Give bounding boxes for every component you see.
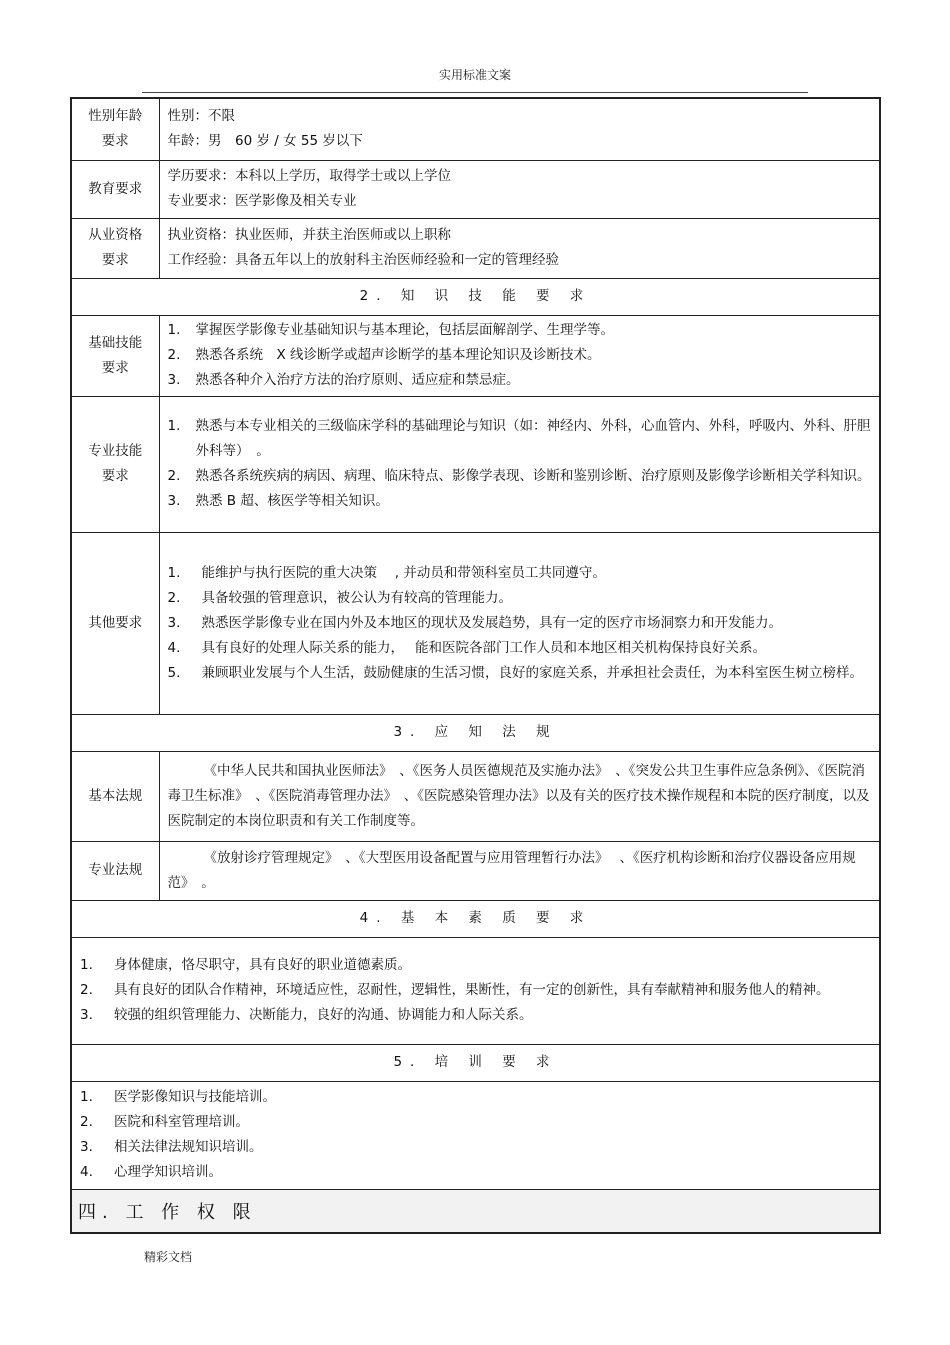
content-gender-age [159,98,880,160]
item-text: 医院和科室管理培训。 [114,1114,249,1130]
item-number: 1. [80,957,93,973]
label-line: 从业资格 [88,227,143,243]
item-text: 熟悉医学影像专业在国内外及本地区的现状及发展趋势，具有一定的医疗市场洞察力和开发能力。 [201,614,782,631]
major-text: 专业要求：医学影像及相关专业 [167,193,357,209]
list-item [168,318,872,343]
item-text: 相关法律法规知识培训。 [114,1139,263,1155]
section2-title: 2. 知 识 技 能 要 求 [71,278,880,315]
row-section4-title [71,900,880,937]
list-item [80,1003,871,1028]
item-text: 熟悉各系统疾病的病因、病理、临床特点、影像学表现、诊断和鉴别诊断、治疗原则及影像学诊断相关学科知识。 [195,468,871,484]
row-basic-skills [71,315,880,396]
row-other-requirements [71,532,880,714]
degree-text: 学历要求：本科以上学历，取得学士或以上学位 [167,168,451,184]
item-text: 掌握医学影像专业基础知识与基本理论，包括层面解剖学、生理学等。 [195,322,614,338]
requirements-table [70,97,881,1234]
row-gender-age [71,98,880,160]
section3-title: 3. 应 知 法 规 [71,714,880,751]
experience-text: 工作经验：具备五年以上的放射科主治医师经验和一定的管理经验 [167,252,559,268]
item-text: 医学影像知识与技能培训。 [114,1089,276,1105]
item-number: 2. [167,589,181,606]
label-basic-regulations: 基本法规 [71,751,159,841]
item-number: 3. [80,1139,93,1155]
item-text: 熟悉各系统 X 线诊断学或超声诊断学的基本理论知识及诊断技术。 [195,347,601,363]
item-text: 熟悉与本专业相关的三级临床学科的基础理论与知识（如：神经内、外科，心血管内、外科，呼吸内、外科、肝胆外科等） 。 [195,418,871,459]
row-work-authority [71,1189,880,1233]
item-number: 2. [80,982,93,998]
item-number: 1. [167,418,181,434]
item-text: 心理学知识培训。 [114,1164,222,1180]
label-professional-skills [71,396,159,532]
label-education: 教育要求 [71,160,159,218]
list-item [168,464,872,489]
item-text: 具有良好的团队合作精神，环境适应性，忍耐性，逻辑性，果断性，有一定的创新性，具有奉献精神和服务他人的精神。 [114,982,830,998]
label-line: 要求 [101,359,129,376]
section4-content [71,937,880,1044]
row-qualification [71,218,880,278]
item-number: 2. [80,1114,93,1130]
content-professional-regulations: 《放射诊疗管理规定》 、《大型医用设备配置与应用管理暂行办法》 、《医疗机构诊断和治疗仪器设备应用规范》 。 [159,841,880,900]
list-item [80,953,871,978]
row-professional-skills [71,396,880,532]
page-header: 实用标准文案 [438,68,511,82]
row-section3-title [71,714,880,751]
label-other-requirements: 其他要求 [71,532,159,714]
list-item [168,414,872,464]
item-text: 能维护与执行医院的重大决策 , 并动员和带领科室员工共同遵守。 [201,564,606,581]
list-item [80,1160,871,1185]
list-item [80,1135,871,1160]
item-text: 身体健康，恪尽职守，具有良好的职业道德素质。 [114,957,411,973]
header-rule [142,92,808,93]
item-number: 3. [167,493,181,509]
license-text: 执业资格：执业医师，并获主治医师或以上职称 [167,227,451,243]
item-text: 具备较强的管理意识，被公认为有较高的管理能力。 [201,589,512,606]
label-line: 要求 [101,252,129,268]
content-education [159,160,880,218]
label-basic-skills [71,315,159,396]
item-text: 较强的组织管理能力、决断能力，良好的沟通、协调能力和人际关系。 [114,1007,533,1023]
label-gender-age [71,98,159,160]
item-text: 熟悉各种介入治疗方法的治疗原则、适应症和禁忌症。 [195,372,520,388]
content-basic-regulations: 《中华人民共和国执业医师法》 、《医务人员医德规范及实施办法》 、《突发公共卫生事件应急条例》、《医院消毒卫生标准》 、《医院消毒管理办法》 、《医院感染管理办法》以及有关的医疗技术操作规程和本院的医疗制度，以及医院制定的本岗位职责和有关工作制度等。 [159,751,880,841]
list-item [80,978,871,1003]
item-number: 2. [167,468,181,484]
work-authority-title: 四. 工 作 权 限 [71,1189,880,1233]
list-item [168,586,872,611]
section4-title: 4. 基 本 素 质 要 求 [71,900,880,937]
page-footer: 精彩文档 [144,1250,193,1264]
item-number: 3. [167,372,181,388]
label-professional-regulations: 专业法规 [71,841,159,900]
item-number: 1. [167,322,181,338]
gender-text: 性别：不限 [167,108,235,125]
content-basic-skills [159,315,880,396]
list-item [168,368,872,393]
list-item [168,489,872,514]
item-text: 兼顾职业发展与个人生活，鼓励健康的生活习惯，良好的家庭关系，并承担社会责任，为本科室医生树立榜样。 [201,664,863,681]
item-number: 2. [167,347,181,363]
row-professional-regulations [71,841,880,900]
label-line: 性别年龄 [88,108,143,125]
content-other-requirements [159,532,880,714]
list-item [168,611,872,636]
item-number: 3. [167,614,181,631]
row-education [71,160,880,218]
list-item [168,661,872,686]
list-item [80,1085,871,1110]
list-item [80,1110,871,1135]
row-section2-title [71,278,880,315]
item-text: 具有良好的处理人际关系的能力， 能和医院各部门工作人员和本地区相关机构保持良好关系。 [201,639,767,656]
label-line: 要求 [101,133,129,150]
section5-content [71,1081,880,1189]
label-line: 要求 [101,468,129,484]
row-section5-title [71,1044,880,1081]
list-item [168,561,872,586]
label-line: 专业技能 [88,443,143,459]
list-item [168,343,872,368]
item-number: 4. [167,639,181,656]
label-line: 基础技能 [88,334,143,351]
row-section5-content [71,1081,880,1189]
item-number: 1. [80,1089,93,1105]
age-text: 年龄：男 60 岁 / 女 55 岁以下 [167,133,363,150]
row-section4-content [71,937,880,1044]
label-qualification [71,218,159,278]
item-number: 5. [167,664,181,681]
row-basic-regulations [71,751,880,841]
item-number: 4. [80,1164,93,1180]
item-number: 3. [80,1007,93,1023]
list-item [168,636,872,661]
content-professional-skills [159,396,880,532]
item-number: 1. [167,564,181,581]
content-qualification [159,218,880,278]
item-text: 熟悉 B 超、核医学等相关知识。 [195,493,389,509]
section5-title: 5. 培 训 要 求 [71,1044,880,1081]
